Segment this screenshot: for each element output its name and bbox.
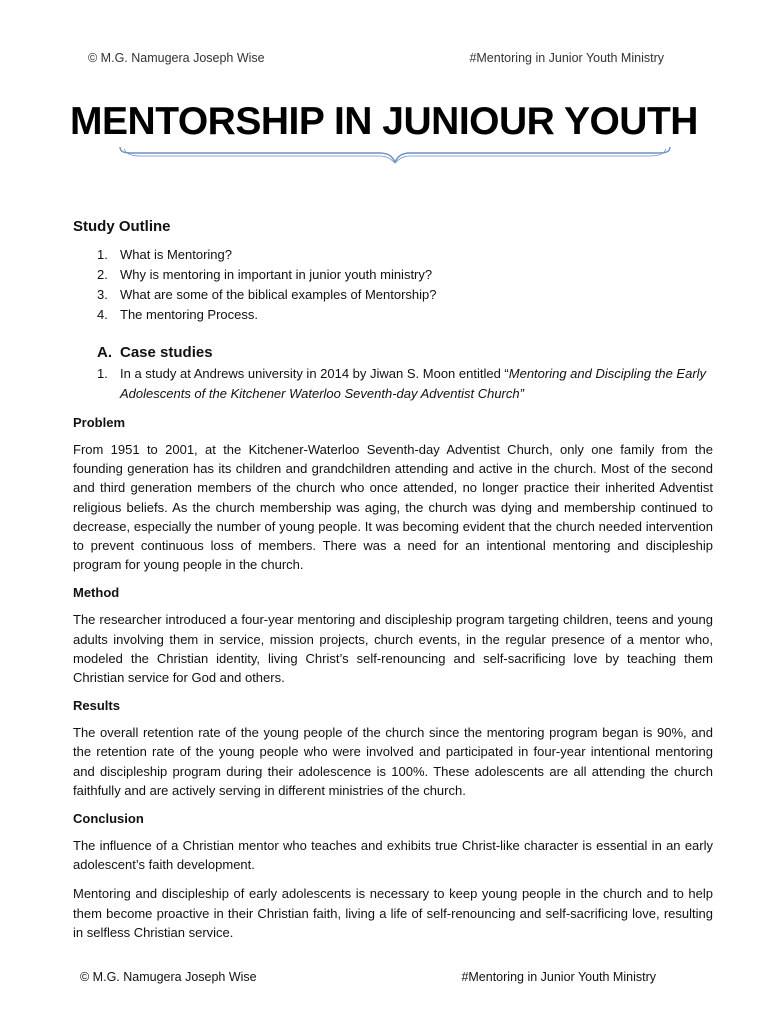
conclusion-paragraph: The influence of a Christian mentor who teaches and exhibits true Christ-like character is essential in an early adolescent’s faith development. [73, 838, 713, 873]
list-item: 1. What is Mentoring? [97, 247, 232, 262]
document-title: MENTORSHIP IN JUNIOUR YOUTH [70, 100, 698, 143]
study-outline-list [73, 245, 713, 325]
results-heading: Results [73, 698, 120, 714]
scroll-bracket-divider-icon [118, 146, 672, 164]
list-item: 2. Why is mentoring in important in junior youth ministry? [97, 267, 433, 282]
study-outline-heading: Study Outline [73, 218, 171, 235]
list-item: 3. What are some of the biblical examples of Mentorship? [97, 287, 437, 302]
results-paragraph: The overall retention rate of the young people of the church since the mentoring program began is 90%, and the retention rate of the young people who were involved and participated in four-year intentional mentoring and discipleship program during their adolescence is 100%. These adolescents are all attending the church faithfully and are actively serving in different ministries of the church. [73, 725, 713, 798]
list-item: 4. The mentoring Process. [97, 307, 259, 322]
header-author: © M.G. Namugera Joseph Wise [88, 51, 265, 65]
conclusion-heading: Conclusion [73, 811, 144, 827]
case-studies-heading: A. Case studies [97, 344, 213, 361]
footer-tag: #Mentoring in Junior Youth Ministry [461, 970, 656, 984]
method-paragraph: The researcher introduced a four-year mentoring and discipleship program targeting children, teens and young adults involving them in service, mission projects, church events, in the regular presence of a mentor who, modeled the Christian identity, living Christ’s self-renouncing and self-sacrificing love by teaching them Christian service for God and others. [73, 612, 713, 686]
method-heading: Method [73, 585, 120, 601]
case-study-item: 1. In a study at Andrews university in 2014 by Jiwan S. Moon entitled “Mentoring and Discipling the Early Adolescents of the Kitchener Waterloo Seventh-day Adventist Church” [97, 366, 707, 401]
problem-paragraph: From 1951 to 2001, at the Kitchener-Waterloo Seventh-day Adventist Church, only one family from the founding generation has its children and grandchildren attending and active in the church. Most of the second and third generation members of the church who once attended, no longer practice their inherited Adventist religious beliefs. As the church membership was aging, the church was dying and membership continued to decrease, especially the number of young people. It was becoming evident that the church needed intervention to prevent continuous loss of members. There was a need for an intentional mentoring and discipleship program for young people in the church. [73, 442, 713, 573]
footer-author: © M.G. Namugera Joseph Wise [80, 970, 257, 984]
page-footer [80, 970, 656, 986]
header-tag: #Mentoring in Junior Youth Ministry [469, 51, 664, 65]
document-body [73, 218, 713, 952]
conclusion-paragraph: Mentoring and discipleship of early adolescents is necessary to keep young people in the church and to help them become proactive in their Christian faith, living a life of self-renouncing and self-sacrificing love, resulting in selfless Christian service. [73, 886, 713, 940]
page-header [88, 51, 664, 67]
problem-heading: Problem [73, 415, 126, 430]
